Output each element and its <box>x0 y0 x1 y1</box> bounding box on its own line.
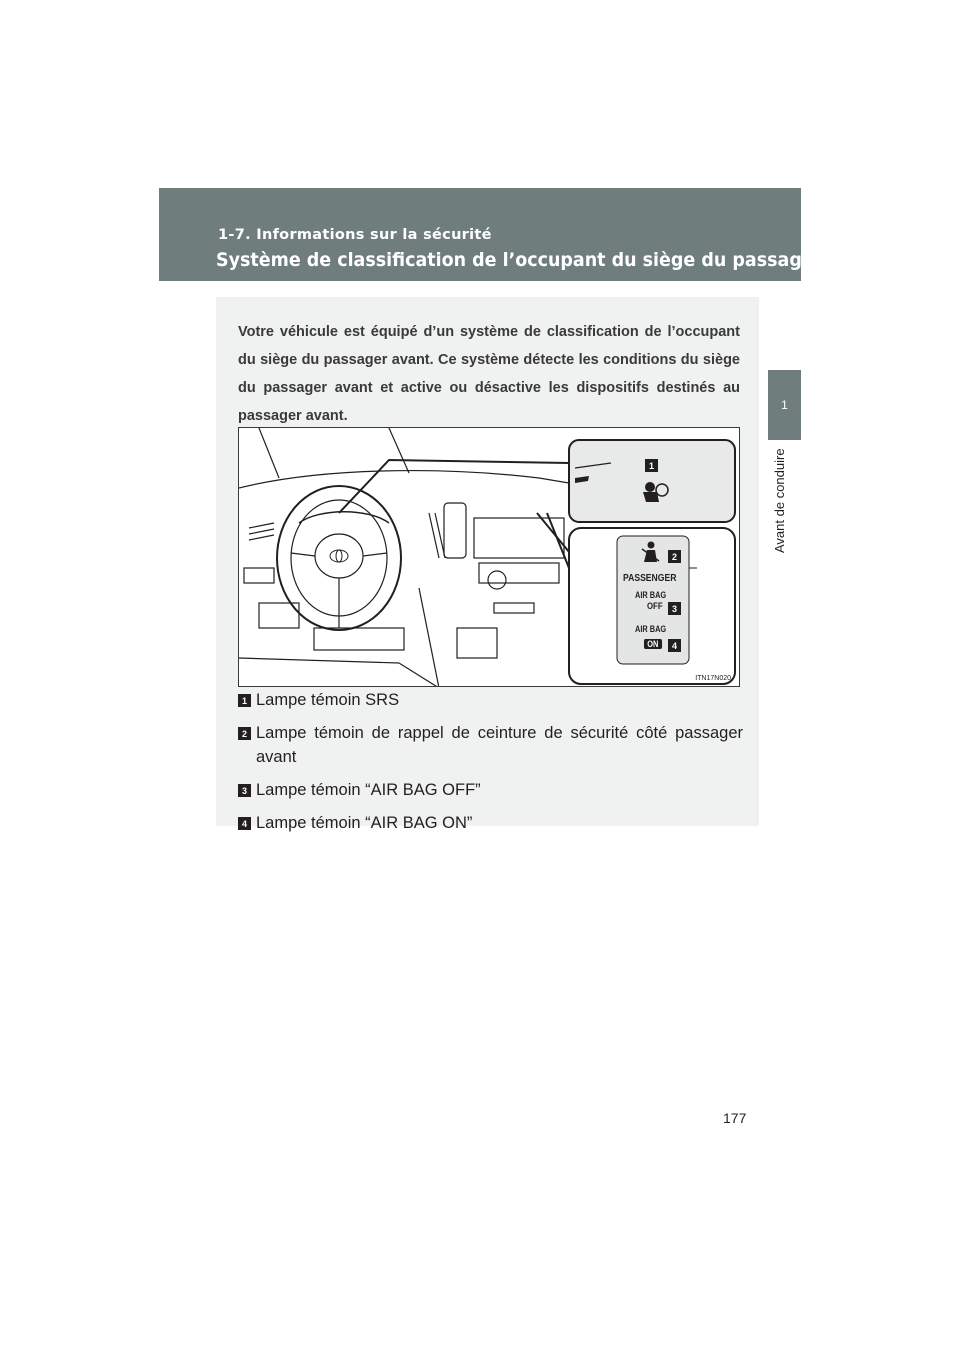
section-label: 1-7. Informations sur la sécurité <box>218 227 492 243</box>
chapter-number: 1 <box>781 398 788 412</box>
legend-text: Lampe témoin de rappel de ceinture de sécurité côté passager avant <box>256 724 743 766</box>
toyota-logo-icon <box>330 550 348 562</box>
airbag-on-label-1: AIR BAG <box>635 624 667 634</box>
legend <box>238 688 743 844</box>
airbag-off-label-2: OFF <box>647 601 663 612</box>
figure-code: ITN17N020 <box>695 675 731 682</box>
airbag-on-label-2: ON <box>644 639 662 649</box>
callout-1: 1 <box>645 459 658 472</box>
page-title: Système de classification de l’occupant du siège du passager avant <box>216 249 885 271</box>
legend-number: 3 <box>238 784 251 797</box>
legend-number: 1 <box>238 694 251 707</box>
dashboard-illustration <box>238 427 740 687</box>
passenger-label: PASSENGER <box>623 572 677 584</box>
legend-item <box>238 721 743 769</box>
legend-number: 2 <box>238 727 251 740</box>
legend-text: Lampe témoin SRS <box>256 691 400 709</box>
chapter-label: Avant de conduire <box>772 448 787 553</box>
airbag-off-label-1: AIR BAG <box>635 590 667 600</box>
legend-text: Lampe témoin “AIR BAG OFF” <box>256 781 481 799</box>
page-number: 177 <box>723 1110 747 1126</box>
legend-text: Lampe témoin “AIR BAG ON” <box>256 814 473 832</box>
legend-item <box>238 811 743 835</box>
intro-paragraph: Votre véhicule est équipé d’un système de classification de l’occupant du siège du passager avant. Ce système détecte les conditions du siège du passager avant et active ou désactive les dispositifs destinés au passager avant. <box>238 324 740 424</box>
dashboard-drawing <box>239 428 740 687</box>
callout-2: 2 <box>668 550 681 563</box>
chapter-tab <box>768 370 801 440</box>
legend-item <box>238 688 743 712</box>
callout-3: 3 <box>668 602 681 615</box>
legend-number: 4 <box>238 817 251 830</box>
legend-item <box>238 778 743 802</box>
callout-4: 4 <box>668 639 681 652</box>
